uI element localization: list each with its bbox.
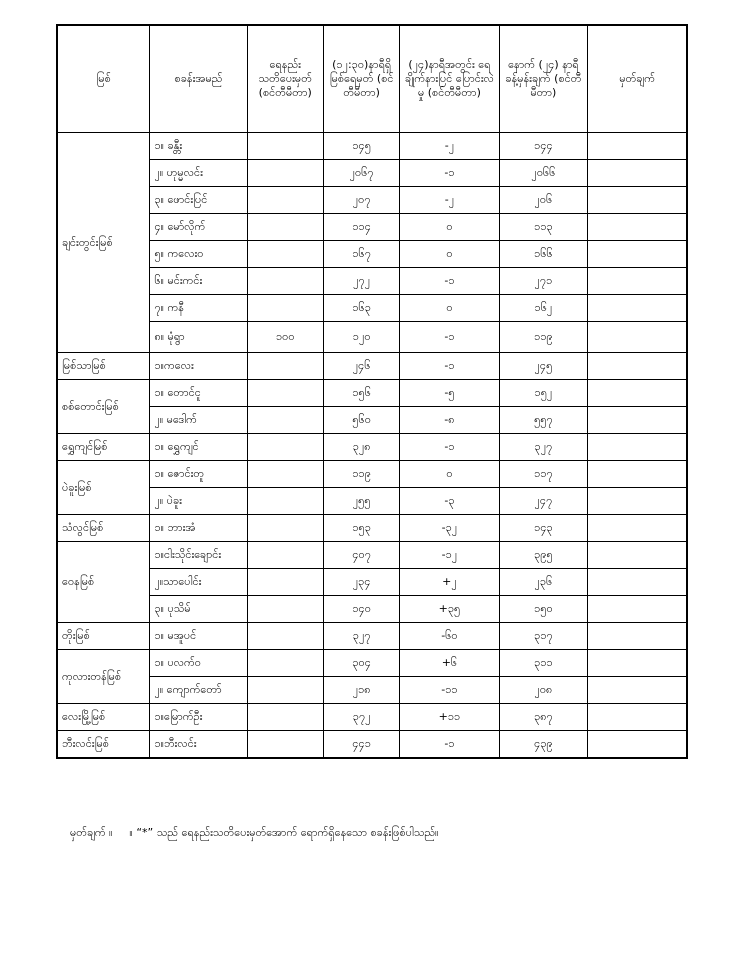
change-cell: -၃၂ <box>400 515 499 542</box>
change-cell: ၀ <box>400 241 499 268</box>
river-name-cell: ရွှေကျင်မြစ် <box>57 434 150 461</box>
table-row <box>57 434 687 461</box>
change-cell: +၃၅ <box>400 596 499 623</box>
footnote-text: ။ “*” သည် ရေနည်းသတိပေးမှတ်အောက် ရောက်ရှိနေသော စခန်းဖြစ်ပါသည်။ <box>129 826 439 839</box>
current-level-cell: ၅၆၀ <box>323 407 399 434</box>
low-water-mark-cell <box>247 295 323 322</box>
low-water-mark-cell <box>247 731 323 759</box>
forecast-cell: ၃၁၇ <box>499 623 588 650</box>
station-name-cell: ၂။ ပဲခူး <box>150 488 247 515</box>
forecast-cell: ၁၆၂ <box>499 295 588 322</box>
station-name-cell: ၂။သာပေါင်း <box>150 569 247 596</box>
low-water-mark-cell <box>247 677 323 704</box>
low-water-mark-cell <box>247 380 323 407</box>
river-name-cell: မြစ်သာမြစ် <box>57 353 150 380</box>
forecast-cell: ၁၁၉ <box>499 322 588 353</box>
forecast-cell: ၃၉၅ <box>499 542 588 569</box>
change-cell: -၈ <box>400 407 499 434</box>
station-name-cell: ၁။ မအူပင် <box>150 623 247 650</box>
current-level-cell: ၂၃၄ <box>323 569 399 596</box>
current-level-cell: ၂၀၇ <box>323 187 399 214</box>
header-current-level: (၁၂:၃၀)နာရီရှိ မြစ်ရေမှတ် (စင်တီမီတာ) <box>323 25 399 133</box>
header-station: စခန်းအမည် <box>150 25 247 133</box>
river-name-cell: ဘီးလင်းမြစ် <box>57 731 150 759</box>
change-cell: -၆၀ <box>400 623 499 650</box>
low-water-mark-cell <box>247 461 323 488</box>
remarks-cell <box>588 295 687 322</box>
table-row <box>57 133 687 160</box>
low-water-mark-cell <box>247 434 323 461</box>
river-name-cell: ဝေနမြစ် <box>57 542 150 623</box>
current-level-cell: ၄၄၁ <box>323 731 399 759</box>
current-level-cell: ၂၄၆ <box>323 353 399 380</box>
forecast-cell: ၂၄၇ <box>499 488 588 515</box>
current-level-cell: ၂၇၂ <box>323 268 399 295</box>
station-name-cell: ၁။ တောင်ငူ <box>150 380 247 407</box>
current-level-cell: ၃၀၄ <box>323 650 399 677</box>
table-body <box>57 133 687 759</box>
table-row <box>57 623 687 650</box>
remarks-cell <box>588 160 687 187</box>
forecast-cell: ၂၀၆၆ <box>499 160 588 187</box>
change-cell: -၂ <box>400 187 499 214</box>
station-name-cell: ၄။ မော်လိုက် <box>150 214 247 241</box>
current-level-cell: ၂၅၅ <box>323 488 399 515</box>
river-name-cell: စစ်တောင်းမြစ် <box>57 380 150 434</box>
current-level-cell: ၄၀၇ <box>323 542 399 569</box>
station-name-cell: ၁။ ဘားအံ <box>150 515 247 542</box>
table-row <box>57 677 687 704</box>
change-cell: -၁ <box>400 731 499 759</box>
forecast-cell: ၁၄၃ <box>499 515 588 542</box>
low-water-mark-cell <box>247 623 323 650</box>
table-row <box>57 241 687 268</box>
header-forecast: နောက် (၂၄) နာရီ ခန့်မှန်းချက် (စင်တီမီတာ) <box>499 25 588 133</box>
forecast-cell: ၃၈၇ <box>499 704 588 731</box>
remarks-cell <box>588 434 687 461</box>
header-low-water-mark: ရေနည်း သတိပေးမှတ် (စင်တီမီတာ) <box>247 25 323 133</box>
station-name-cell: ၇။ ကနီ <box>150 295 247 322</box>
station-name-cell: ၃။ ဖောင်းပြင် <box>150 187 247 214</box>
table-row <box>57 542 687 569</box>
change-cell: ၀ <box>400 214 499 241</box>
remarks-cell <box>588 187 687 214</box>
low-water-mark-cell <box>247 569 323 596</box>
table-row <box>57 731 687 759</box>
remarks-cell <box>588 133 687 160</box>
table-row <box>57 268 687 295</box>
station-name-cell: ၂။ ဟုမ္မလင်း <box>150 160 247 187</box>
header-row <box>57 25 687 133</box>
table-row <box>57 160 687 187</box>
remarks-cell <box>588 731 687 759</box>
station-name-cell: ၂။ ကျောက်တော် <box>150 677 247 704</box>
table-row <box>57 488 687 515</box>
remarks-cell <box>588 241 687 268</box>
current-level-cell: ၂၀၆၇ <box>323 160 399 187</box>
header-river: မြစ် <box>57 25 150 133</box>
remarks-cell <box>588 461 687 488</box>
low-water-mark-cell <box>247 596 323 623</box>
forecast-cell: ၁၄၄ <box>499 133 588 160</box>
current-level-cell: ၁၆၇ <box>323 241 399 268</box>
change-cell: -၂ <box>400 133 499 160</box>
table-row <box>57 407 687 434</box>
change-cell: -၁၁ <box>400 677 499 704</box>
change-cell: -၁ <box>400 353 499 380</box>
change-cell: +၁၁ <box>400 704 499 731</box>
low-water-mark-cell <box>247 187 323 214</box>
change-cell: -၁၂ <box>400 542 499 569</box>
current-level-cell: ၃၂၇ <box>323 623 399 650</box>
table-row <box>57 569 687 596</box>
forecast-cell: ၁၅၂ <box>499 380 588 407</box>
remarks-cell <box>588 515 687 542</box>
forecast-cell: ၂၀၈ <box>499 677 588 704</box>
change-cell: ၀ <box>400 461 499 488</box>
forecast-cell: ၃၁၁ <box>499 650 588 677</box>
change-cell: -၁ <box>400 322 499 353</box>
current-level-cell: ၁၁၄ <box>323 214 399 241</box>
table-row <box>57 650 687 677</box>
remarks-cell <box>588 542 687 569</box>
station-name-cell: ၁။ ရွှေကျင် <box>150 434 247 461</box>
current-level-cell: ၂၁၈ <box>323 677 399 704</box>
river-name-cell: ပဲခူးမြစ် <box>57 461 150 515</box>
station-name-cell: ၂။ မဒေါက် <box>150 407 247 434</box>
forecast-cell: ၃၂၇ <box>499 434 588 461</box>
low-water-mark-cell <box>247 542 323 569</box>
river-name-cell: လေးမြို့မြစ် <box>57 704 150 731</box>
station-name-cell: ၆။ မင်းကင်း <box>150 268 247 295</box>
forecast-cell: ၁၆၆ <box>499 241 588 268</box>
current-level-cell: ၁၅၃ <box>323 515 399 542</box>
remarks-cell <box>588 214 687 241</box>
remarks-cell <box>588 380 687 407</box>
remarks-cell <box>588 322 687 353</box>
station-name-cell: ၈။ မုံရွာ <box>150 322 247 353</box>
station-name-cell: ၁။ကလေး <box>150 353 247 380</box>
change-cell: -၁ <box>400 268 499 295</box>
table-row <box>57 295 687 322</box>
current-level-cell: ၁၄၀ <box>323 596 399 623</box>
low-water-mark-cell <box>247 241 323 268</box>
table-row <box>57 380 687 407</box>
change-cell: +၂ <box>400 569 499 596</box>
change-cell: -၁ <box>400 434 499 461</box>
low-water-mark-cell <box>247 704 323 731</box>
table-row <box>57 353 687 380</box>
station-name-cell: ၁။ဘီးလင်း <box>150 731 247 759</box>
footnote-label: မှတ်ချက် ။ <box>70 826 113 839</box>
remarks-cell <box>588 268 687 295</box>
station-name-cell: ၁။ငါးသိုင်းချောင်း <box>150 542 247 569</box>
remarks-cell <box>588 704 687 731</box>
remarks-cell <box>588 650 687 677</box>
current-level-cell: ၁၆၃ <box>323 295 399 322</box>
current-level-cell: ၁၁၉ <box>323 461 399 488</box>
current-level-cell: ၃၇၂ <box>323 704 399 731</box>
low-water-mark-cell <box>247 160 323 187</box>
change-cell: ၀ <box>400 295 499 322</box>
low-water-mark-cell <box>247 133 323 160</box>
table-row <box>57 187 687 214</box>
station-name-cell: ၃။ ပုသိမ် <box>150 596 247 623</box>
table-row <box>57 461 687 488</box>
remarks-cell <box>588 353 687 380</box>
low-water-mark-cell <box>247 488 323 515</box>
low-water-mark-cell <box>247 268 323 295</box>
remarks-cell <box>588 569 687 596</box>
river-name-cell: ချင်းတွင်းမြစ် <box>57 133 150 353</box>
change-cell: -၃ <box>400 488 499 515</box>
table-row <box>57 515 687 542</box>
header-24h-change: (၂၄)နာရီအတွင်း ရေချိုက်နားပြင် ပြောင်းလဲမှု (စင်တီမီတာ) <box>400 25 499 133</box>
current-level-cell: ၁၅၆ <box>323 380 399 407</box>
river-name-cell: သံလွင်မြစ် <box>57 515 150 542</box>
table-row <box>57 704 687 731</box>
low-water-mark-cell <box>247 214 323 241</box>
low-water-mark-cell <box>247 650 323 677</box>
change-cell: +၆ <box>400 650 499 677</box>
remarks-cell <box>588 623 687 650</box>
table-row <box>57 596 687 623</box>
low-water-mark-cell <box>247 407 323 434</box>
forecast-cell: ၂၇၁ <box>499 268 588 295</box>
river-name-cell: တိုးမြစ် <box>57 623 150 650</box>
forecast-cell: ၅၅၇ <box>499 407 588 434</box>
station-name-cell: ၁။မြောက်ဦး <box>150 704 247 731</box>
current-level-cell: ၁၄၅ <box>323 133 399 160</box>
river-name-cell: ကုလားတန်မြစ် <box>57 650 150 704</box>
current-level-cell: ၁၂၀ <box>323 322 399 353</box>
remarks-cell <box>588 488 687 515</box>
forecast-cell: ၄၃၉ <box>499 731 588 759</box>
low-water-mark-cell: ၁၀၀ <box>247 322 323 353</box>
change-cell: -၅ <box>400 380 499 407</box>
forecast-cell: ၂၀၆ <box>499 187 588 214</box>
forecast-cell: ၁၅၀ <box>499 596 588 623</box>
low-water-mark-cell <box>247 515 323 542</box>
footnote <box>70 826 438 842</box>
change-cell: -၁ <box>400 160 499 187</box>
current-level-cell: ၃၂၈ <box>323 434 399 461</box>
remarks-cell <box>588 677 687 704</box>
forecast-cell: ၁၁၇ <box>499 461 588 488</box>
header-remarks: မှတ်ချက် <box>588 25 687 133</box>
remarks-cell <box>588 596 687 623</box>
remarks-cell <box>588 407 687 434</box>
low-water-mark-cell <box>247 353 323 380</box>
forecast-cell: ၂၄၅ <box>499 353 588 380</box>
table-row <box>57 322 687 353</box>
table-row <box>57 214 687 241</box>
station-name-cell: ၅။ ကလေး၀ <box>150 241 247 268</box>
river-water-level-table <box>56 24 688 759</box>
station-name-cell: ၁။ ခန္တီး <box>150 133 247 160</box>
forecast-cell: ၂၃၆ <box>499 569 588 596</box>
station-name-cell: ၁။ ဇောင်းတူ <box>150 461 247 488</box>
forecast-cell: ၁၁၃ <box>499 214 588 241</box>
station-name-cell: ၁။ ပလက်၀ <box>150 650 247 677</box>
